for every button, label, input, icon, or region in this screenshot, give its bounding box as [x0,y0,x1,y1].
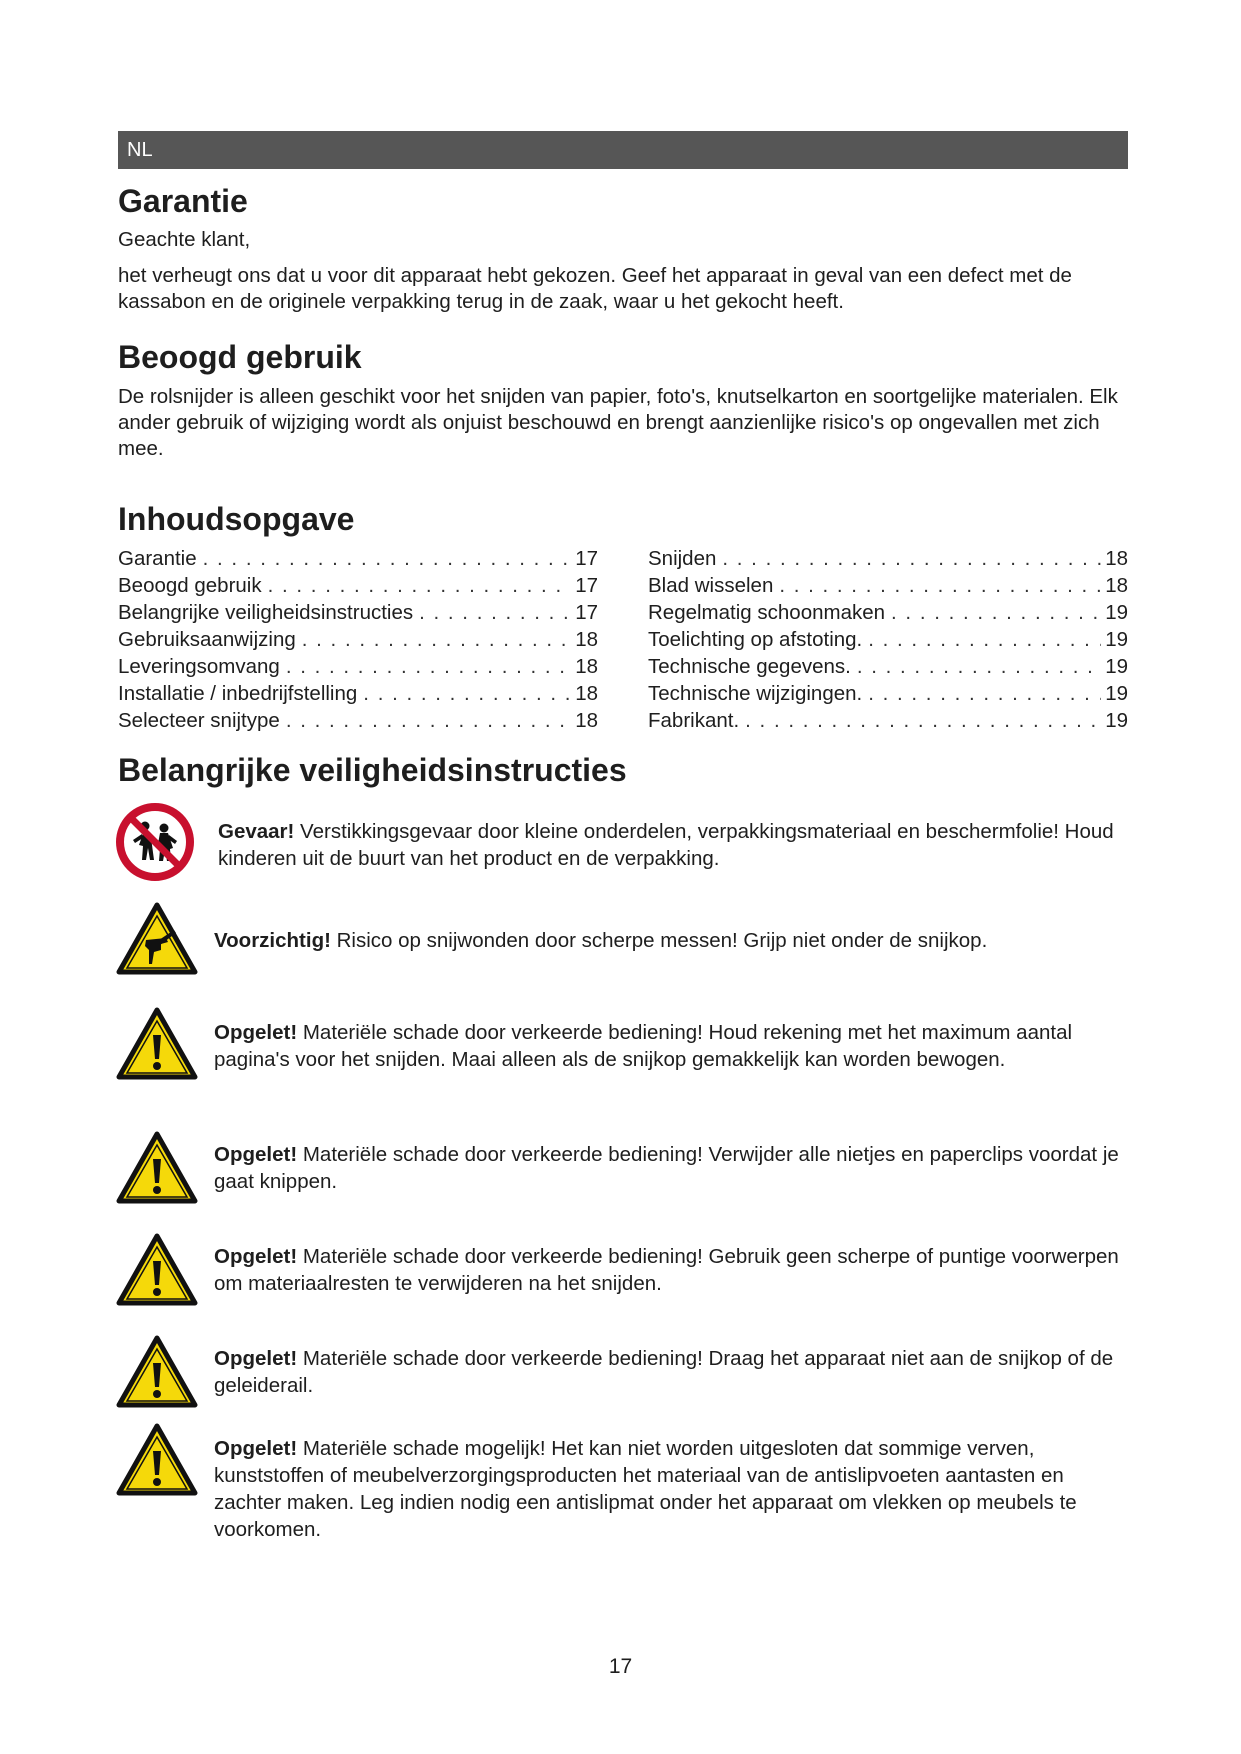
safety-notice-text [214,927,1128,954]
exclamation-warning-icon [116,1335,198,1409]
toc-entry [118,599,598,626]
toc-entry-page: 17 [575,601,598,624]
toc-right-column [648,545,1128,734]
toc-entry-title: Leveringsomvang [118,655,280,678]
toc-entry-title: Gebruiksaanwijzing [118,628,296,651]
toc-leader [203,545,572,572]
toc-entry-page: 18 [1105,574,1128,597]
toc-entry-title: Snijden [648,547,717,570]
toc-leader [286,653,571,680]
toc-leader [857,653,1101,680]
toc-entry-page: 19 [1105,709,1128,732]
table-of-contents [118,545,1128,734]
safety-notice-attention [118,1231,1128,1333]
beoogd-heading: Beoogd gebruik [118,339,362,375]
toc-entry [648,545,1128,572]
page-content [118,131,1128,1543]
page-number: 17 [608,1655,633,1678]
language-bar [118,131,1128,169]
toc-entry [118,572,598,599]
toc-leader [268,572,572,599]
safety-notice-body: Materiële schade door verkeerde bediening! Gebruik geen scherpe of puntige voorwerpen om materiaalresten te verwijderen na het snijden. [214,1245,1119,1295]
toc-entry [118,680,598,707]
toc-entry-page: 17 [575,547,598,570]
garantie-heading: Garantie [118,183,248,219]
toc-entry-page: 18 [1105,547,1128,570]
safety-notice-danger [118,802,1128,900]
toc-entry [648,572,1128,599]
toc-entry-page: 19 [1105,601,1128,624]
safety-notice-label: Opgelet! [214,1143,298,1166]
toc-leader [286,707,571,734]
toc-leader [419,599,571,626]
toc-entry-page: 19 [1105,655,1128,678]
toc-entry-page: 19 [1105,628,1128,651]
exclamation-warning-icon [116,1131,198,1205]
toc-entry [118,653,598,680]
safety-notice-text [218,818,1128,872]
toc-entry-title: Garantie [118,547,197,570]
toc-entry [648,653,1128,680]
exclamation-warning-icon [116,1423,198,1497]
safety-notice-attention [118,1007,1128,1129]
toc-entry-title: Technische wijzigingen. [648,682,863,705]
toc-entry-title: Selecteer snijtype [118,709,280,732]
safety-notice-body: Materiële schade door verkeerde bediening! Draag het apparaat niet aan de snijkop of de geleiderail. [214,1347,1114,1397]
safety-notice-body: Materiële schade door verkeerde bediening! Verwijder alle nietjes en paperclips voordat je gaat knippen. [214,1143,1119,1193]
toc-entry [118,707,598,734]
toc-leader [302,626,571,653]
safety-notice-label: Opgelet! [214,1437,298,1460]
toc-entry [648,680,1128,707]
safety-notice-label: Opgelet! [214,1347,298,1370]
toc-entry-page: 19 [1105,682,1128,705]
safety-notice-text [214,1435,1128,1543]
garantie-text: het verheugt ons dat u voor dit apparaat hebt gekozen. Geef het apparaat in geval van een defect met de kassabon en de originele verpakking terug in de zaak, waar u het gekocht heeft. [118,264,1072,313]
toc-entry-page: 18 [575,709,598,732]
safety-notice-label: Voorzichtig! [214,929,331,952]
toc-entry-title: Beoogd gebruik [118,574,262,597]
safety-notice-attention [118,1423,1128,1543]
safety-notice-label: Gevaar! [218,820,295,843]
cut-hand-warning-icon [116,902,198,976]
toc-leader [891,599,1101,626]
safety-notice-caution [118,902,1128,1007]
safety-heading: Belangrijke veiligheidsinstructies [118,752,627,788]
toc-entry [648,626,1128,653]
safety-notice-text [214,1345,1128,1399]
safety-notice-text [214,1141,1128,1195]
toc-leader [745,707,1101,734]
language-label: NL [127,139,153,161]
toc-entry-page: 18 [575,655,598,678]
toc-entry [118,626,598,653]
toc-entry [648,599,1128,626]
safety-notice-body: Verstikkingsgevaar door kleine onderdelen, verpakkingsmateriaal en beschermfolie! Houd kinderen uit de buurt van het product en de verpakking. [218,820,1114,870]
toc-entry-title: Regelmatig schoonmaken [648,601,886,624]
toc-entry [118,545,598,572]
safety-notice-attention [118,1129,1128,1231]
toc-leader [868,680,1101,707]
toc-entry-title: Technische gegevens. [648,655,851,678]
safety-notice-body: Materiële schade mogelijk! Het kan niet worden uitgesloten dat sommige verven, kunststoffen of meubelverzorgingsproducten het materiaal van de antislipvoeten aantasten en zachter maken. Leg indien nodig een antislipmat onder het apparaat om vlekken op meubels te voorkomen. [214,1437,1077,1541]
toc-entry-title: Installatie / inbedrijfstelling [118,682,358,705]
toc-entry [648,707,1128,734]
toc-leader [722,545,1101,572]
safety-notice-text [214,1243,1128,1297]
safety-notice-body: Materiële schade door verkeerde bediening! Houd rekening met het maximum aantal pagina's voor het snijden. Maai alleen als de snijkop gemakkelijk kan worden bewogen. [214,1021,1073,1071]
toc-entry-page: 17 [575,574,598,597]
toc-entry-page: 18 [575,682,598,705]
toc-entry-title: Belangrijke veiligheidsinstructies [118,601,414,624]
safety-notice-attention [118,1333,1128,1423]
garantie-greeting: Geachte klant, [118,228,251,251]
exclamation-warning-icon [116,1233,198,1307]
safety-notice-label: Opgelet! [214,1021,298,1044]
toc-entry-title: Fabrikant. [648,709,740,732]
toc-entry-page: 18 [575,628,598,651]
toc-entry-title: Blad wisselen [648,574,774,597]
toc-heading: Inhoudsopgave [118,501,355,537]
exclamation-warning-icon [116,1007,198,1081]
safety-notice-body: Risico op snijwonden door scherpe messen! Grijp niet onder de snijkop. [330,929,988,952]
no-children-icon [115,802,195,882]
beoogd-text: De rolsnijder is alleen geschikt voor het snijden van papier, foto's, knutselkarton en soortgelijke materialen. Elk ander gebruik of wijziging wordt als onjuist beschouwd en brengt aanzienlijke risico's op ongevallen met zich mee. [118,385,1118,460]
safety-notice-label: Opgelet! [214,1245,298,1268]
toc-leader [868,626,1101,653]
toc-entry-title: Toelichting op afstoting. [648,628,863,651]
toc-leader [363,680,571,707]
safety-notice-text [214,1019,1128,1073]
toc-left-column [118,545,598,734]
toc-leader [779,572,1101,599]
